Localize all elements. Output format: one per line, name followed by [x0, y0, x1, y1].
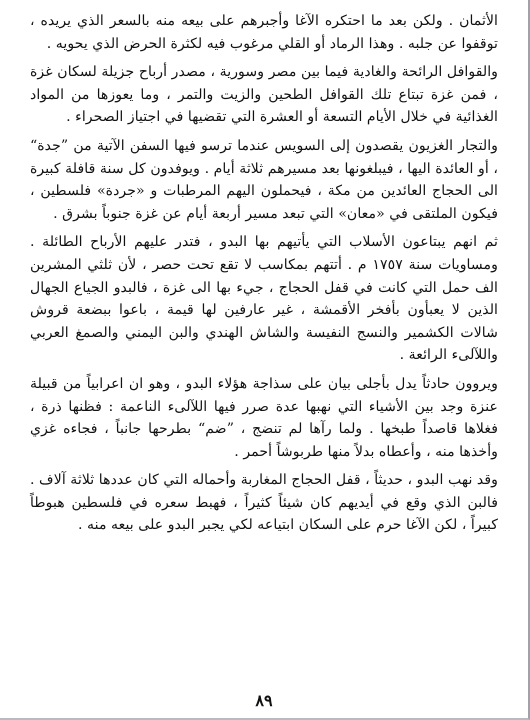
page-number: ٨٩: [255, 691, 273, 710]
page-body: [30, 10, 498, 543]
paragraph-ashes-trade: الأثمان . ولكن بعد ما احتكره الآغا وأجبرهم على بيعه منه بالسعر الذي يريده ، توقفوا عن جلبه . وهذا الرماد أو القلي مرغوب فيه لكثرة الحرض الذي يحويه .: [30, 13, 498, 52]
paragraph-coffee-plunder: وقد نهب البدو ، حديثاً ، قفل الحجاج المغاربة وأحماله التي كان عددها ثلاثة آلاف . فالبن الذي وقع في أيديهم كان شيئاً كثيراً ، فهبط سعره في فلسطين هبوطاً كبيراً ، لكن الآغا حرم على السكان ابتياعه لكي يجبر البدو على بيعه منه .: [30, 472, 498, 534]
paragraph-gaza-merchants: والتجار الغزيون يقصدون إلى السويس عندما ترسو فيها السفن الآتية من ”جدة“ ، أو العائدة اليها ، فيبلغونها بعد مسيرهم ثلاثة أيام . ويوفدون كل سنة قافلة كبيرة الى الحجاج العائدين من مكة ، فيحملون اليهم المرطبات و «جردة» فلسطين ، فيكون الملتقى في «معان» التي تبعد مسير أربعة أيام عن غزة جنوباً بشرق .: [30, 137, 498, 222]
paragraph-bedouin-spoils: ثم انهم يبتاعون الأسلاب التي يأتيهم بها البدو ، فتدر عليهم الأرباح الطائلة . ومساويات سنة ١٧٥٧ م . أتتهم بمكاسب لا تقع تحت حصر ، لأن ثلثي المشرين الف حمل التي كانت في قفل الحجاج ، جيء بها الى غزة ، فالبدو الجياع الجهال الذين لا يعبأون بأفخر الأقمشة ، غير عارفين لها قيمة ، باعوا ببضعة قروش شالات الكشمير والنسج النفيسة والشاش الهندي والبن اليمني والصمغ العربي واللآلىء الرائعة .: [30, 234, 498, 364]
paragraph-pearls-anecdote: ويروون حادثاً يدل بأجلى بيان على سذاجة هؤلاء البدو ، وهو ان اعرابياً من قبيلة عنزة وجد بين الأشياء التي نهبها عدة صرر فيها اللآلىء الناعمة : فظنها ذرة ، فغلاها قاصداً طبخها . ولما رآها لم تنضج ، ”ضم“ بطرحها جانباً ، فجاءه غزي وأخذها منه ، وأعطاه بدلاً منها طربوشاً أحمر .: [30, 375, 498, 460]
paragraph-caravans: والقوافل الرائحة والغادية فيما بين مصر وسورية ، مصدر أرباح جزيلة لسكان غزة ، فمن غزة تبتاع تلك القوافل الطحين والزيت والتمر ، وما يعوزها من المواد الغذائية في خلال الأيام التسعة أو العشرة التي تقضيها في اجتياز الصحراء .: [30, 64, 498, 126]
